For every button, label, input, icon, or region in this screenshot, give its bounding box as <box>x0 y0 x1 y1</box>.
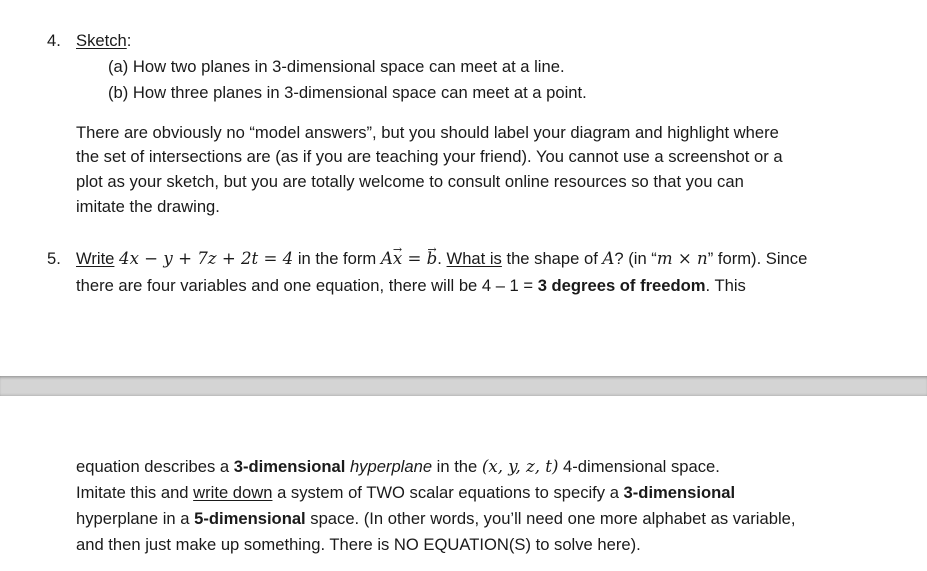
document-page-bottom <box>0 396 927 571</box>
q5-form-x-vector: → x <box>393 249 402 269</box>
q5-line2-pre: there are four variables and one equation, there will be 4 – 1 = <box>76 276 538 295</box>
q5-cont1-tuple: (x, y, z, t) <box>481 457 559 476</box>
q5-write-down: write down <box>193 483 273 502</box>
q5-form-close: ” form). Since <box>707 249 808 268</box>
q4-heading-line <box>76 31 131 51</box>
q4-paragraph-line-3: plot as your sketch, but you are totally welcome to consult online resources so that you can <box>76 172 744 191</box>
q5-cont3-post: space. (In other words, you’ll need one more alphabet as variable, <box>305 509 796 528</box>
q5-cont1-bold: 3-dimensional <box>233 457 346 476</box>
q5-cont1-post: 4-dimensional space. <box>558 457 720 476</box>
q4-number: 4. <box>47 31 61 50</box>
q5-cont3-pre: hyperplane in a <box>76 509 195 528</box>
q4-colon: : <box>126 31 132 50</box>
q5-shape-text: the shape of <box>501 249 603 268</box>
q4-part-b: (b) How three planes in 3-dimensional space can meet at a point. <box>108 83 587 102</box>
q5-in-the-form: in the form <box>293 249 381 268</box>
q5-cont2-pre: Imitate this and <box>76 483 194 502</box>
q5-cont3-bold: 5-dimensional <box>194 509 306 528</box>
q4-paragraph-line-2: the set of intersections are (as if you are teaching your friend). You cannot use a screenshot or a <box>76 147 783 166</box>
q5-what-is: What is <box>446 249 502 268</box>
q4-paragraph-line-1: There are obviously no “model answers”, but you should label your diagram and highlight where <box>76 123 779 142</box>
q5-form-eq: = <box>402 249 427 268</box>
q5-line-2 <box>76 276 746 296</box>
q5-cont-line-3 <box>76 509 795 529</box>
q5-cont1-mid: in the <box>432 457 482 476</box>
q5-degrees-of-freedom: 3 degrees of freedom <box>537 276 706 295</box>
q5-cont2-bold: 3-dimensional <box>623 483 736 502</box>
q5-period: . <box>437 249 442 268</box>
q5-form-A: A <box>380 249 393 268</box>
q5-cont1-pre: equation describes a <box>76 457 234 476</box>
q5-line2-post: . This <box>705 276 746 295</box>
q4-part-a: (a) How two planes in 3-dimensional space can meet at a line. <box>108 57 565 76</box>
q5-equation: 4x − y + 7z + 2t = 4 <box>119 249 294 268</box>
q4-heading: Sketch <box>76 31 127 50</box>
q5-write: Write <box>76 249 115 268</box>
q5-shape-A: A <box>602 249 615 268</box>
q5-line-1 <box>76 249 807 269</box>
page-break-divider <box>0 376 927 396</box>
q4-paragraph-line-4: imitate the drawing. <box>76 197 220 216</box>
q5-cont1-italic: hyperplane <box>345 457 433 476</box>
q5-number: 5. <box>47 249 61 268</box>
q5-cont-line-2 <box>76 483 735 503</box>
q5-form-b-vector: → b <box>427 249 438 269</box>
q5-mxn: m × n <box>656 249 708 268</box>
q5-shape-rest: ? (in “ <box>614 249 657 268</box>
q5-cont-line-4: and then just make up something. There is NO EQUATION(S) to solve here). <box>76 535 641 554</box>
q5-cont-line-1 <box>76 457 720 477</box>
q5-cont2-mid: a system of TWO scalar equations to specify a <box>272 483 624 502</box>
